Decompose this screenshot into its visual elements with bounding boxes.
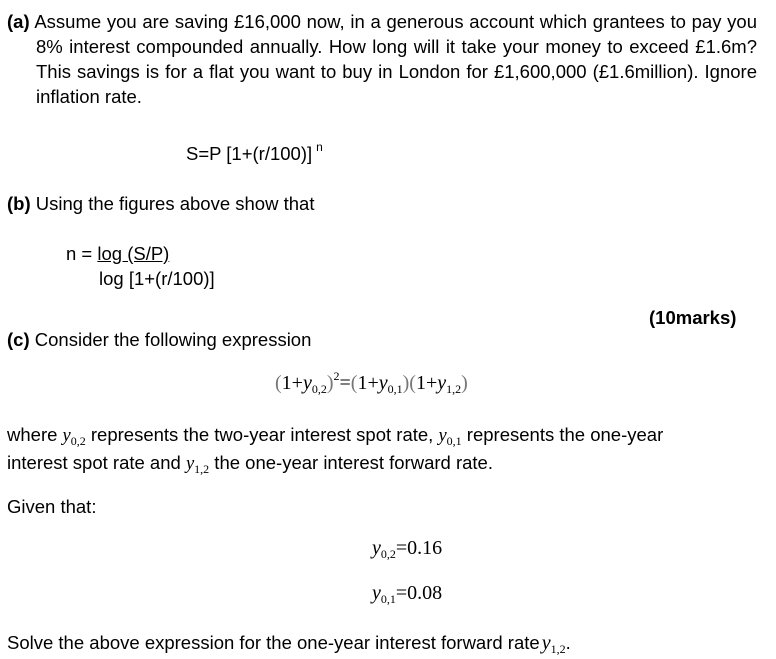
part-b-label: (b) (7, 193, 31, 214)
compound-interest-formula (186, 140, 323, 165)
where-line-2: interest spot rate and $y_{1,2}$ the one-year interest forward rate. (7, 452, 493, 476)
solve-instruction: Solve the above expression for the one-year interest forward rate $y_{1,2}$. (7, 632, 571, 656)
marks-label: (10marks) (649, 307, 737, 328)
given-value-y01: $y_{0,1}=0.08$ (372, 582, 443, 606)
part-b-text: Using the figures above show that (35, 193, 315, 214)
log-formula-denominator: log [1+(r/100)] (99, 268, 215, 289)
part-c-label: (c) (7, 329, 30, 350)
part-a-text: Assume you are saving £16,000 now, in a generous account which grantees to pay you 8% interest compounded annually. How long will it take your money to exceed £1.6m? This savings is for a flat you want to buy in London for £1,600,000 (£1.6million). Ignore inflation rate. (34, 11, 757, 107)
formula-exponent: n (316, 140, 323, 154)
log-formula-n: n = (66, 243, 98, 264)
formula-base: S=P [1+(r/100)] (186, 143, 313, 164)
part-a-paragraph (7, 9, 757, 109)
forward-rate-equation: $(1+y_{0,2})^2=(1+y_{0,1})(1+y_{1,2})$ (275, 369, 468, 396)
part-b-heading (7, 193, 314, 215)
part-c-text: Consider the following expression (34, 329, 312, 350)
given-value-y02: $y_{0,2}=0.16$ (372, 537, 443, 561)
given-that: Given that: (7, 496, 97, 517)
part-a-label: (a) (7, 11, 30, 32)
log-formula-numerator-line (66, 243, 169, 265)
part-c-heading (7, 329, 311, 351)
log-formula-numerator: log (S/P) (97, 243, 170, 264)
where-line-1: where $y_{0,2}$ represents the two-year interest spot rate, $y_{0,1}$ represents the one-year (7, 424, 664, 448)
